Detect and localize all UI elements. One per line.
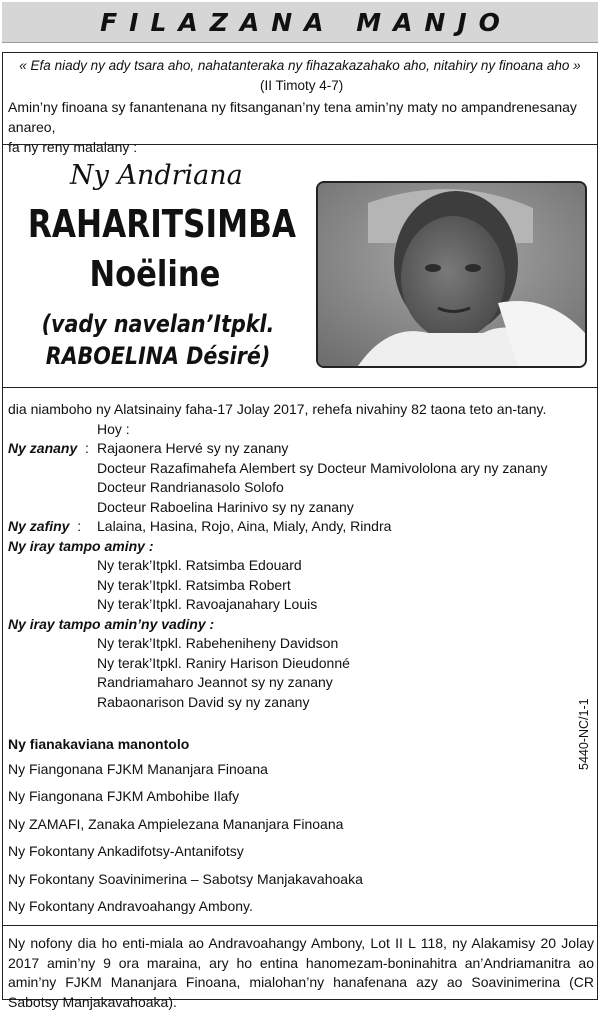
fianakaviana-item: Ny Fiangonana FJKM Ambohibe Ilafy	[8, 788, 240, 804]
deceased-surname: RAHARITSIMBA	[27, 202, 296, 246]
deceased-title: Ny Andriana	[70, 160, 243, 191]
tampo-vadiny-item: Rabaonarison David sy ny zanany	[97, 694, 310, 710]
tampo-vadiny-label: Ny iray tampo amin’ny vadiny :	[8, 616, 215, 632]
divider-top	[2, 144, 598, 145]
header-banner	[2, 2, 598, 43]
tampo-vadiny-item: Randriamaharo Jeannot sy ny zanany	[97, 674, 333, 690]
zanany-item: Docteur Raboelina Harinivo sy ny zanany	[97, 499, 354, 515]
tampo-aminy-label: Ny iray tampo aminy :	[8, 538, 154, 554]
intro-text	[8, 97, 594, 157]
zanany-label: Ny zanany	[8, 440, 78, 456]
tampo-vadiny-item: Ny terak’Itpkl. Raniry Harison Dieudonné	[97, 655, 350, 671]
zafiny-label: Ny zafiny	[8, 518, 70, 534]
deceased-firstname: Noëline	[89, 254, 221, 295]
reference-code: 5440-NC/1-1	[577, 698, 591, 770]
zanany-item: Docteur Razafimahefa Alembert sy Docteur Mamivololona ary ny zanany	[97, 460, 548, 476]
fianakaviana-item: Ny Fokontany Andravoahangy Ambony.	[8, 898, 253, 914]
spouse-line-1: (vady navelan’Itpkl.	[41, 310, 275, 338]
zafiny-list: Lalaina, Hasina, Rojo, Aina, Mialy, Andy, Rindra	[97, 518, 392, 534]
tampo-vadiny-item: Ny terak’Itpkl. Rabeheniheny Davidson	[97, 635, 339, 651]
tampo-aminy-item: Ny terak’Itpkl. Ratsimba Edouard	[97, 557, 302, 573]
divider-middle	[2, 387, 598, 388]
zafiny-label-row	[8, 517, 81, 537]
header-title: FILAZANA MANJO	[100, 7, 512, 37]
spouse-line-2: RABOELINA Désiré)	[45, 342, 271, 370]
funeral-details: Ny nofony dia ho enti-miala ao Andravoahangy Ambony, Lot II L 118, ny Alakamisy 20 Jolay 2017 amin’ny 9 ora maraina, ary ho entina hanomezam-boninahitra an’Andriamanitra ao amin’ny FJKM Mananjara Finoana, mialohan’ny hanafenana azy ao Soavinimerina (CR Sabotsy Manjakavahoaka).	[8, 935, 594, 1010]
hoy-label: Hoy :	[97, 421, 130, 437]
tampo-aminy-item: Ny terak’Itpkl. Ratsimba Robert	[97, 577, 291, 593]
fianakaviana-label: Ny fianakaviana manontolo	[8, 736, 190, 752]
tampo-aminy-item: Ny terak’Itpkl. Ravoajanahary Louis	[97, 596, 318, 612]
death-notice: dia niamboho ny Alatsinainy faha-17 Jolay 2017, rehefa nivahiny 82 taona teto an-tany.	[8, 401, 547, 417]
fianakaviana-item: Ny Fokontany Ankadifotsy-Antanifotsy	[8, 843, 244, 859]
fianakaviana-item: Ny Fokontany Soavinimerina – Sabotsy Manjakavahoaka	[8, 871, 363, 887]
fianakaviana-item: Ny Fiangonana FJKM Mananjara Finoana	[8, 761, 268, 777]
label-colon: :	[77, 440, 89, 456]
portrait-image	[318, 183, 585, 366]
zanany-item: Docteur Randrianasolo Solofo	[97, 479, 284, 495]
zanany-item: Rajaonera Hervé sy ny zanany	[97, 440, 289, 456]
intro-line-2: fa ny reny malalany :	[8, 139, 138, 155]
zanany-label-row	[8, 439, 89, 459]
deceased-photo	[316, 181, 587, 368]
fianakaviana-item: Ny ZAMAFI, Zanaka Ampielezana Mananjara Finoana	[8, 816, 344, 832]
bible-reference: (II Timoty 4-7)	[260, 78, 344, 93]
label-colon: :	[69, 518, 82, 534]
bible-quote: « Efa niady ny ady tsara aho, nahatanteraka ny fihazakazahako aho, nitahiry ny finoana aho »	[19, 58, 581, 73]
intro-line-1: Amin’ny finoana sy fanantenana ny fitsanganan’ny tena amin’ny maty no ampandrenesanay anareo,	[8, 99, 577, 135]
divider-bottom	[2, 925, 598, 926]
